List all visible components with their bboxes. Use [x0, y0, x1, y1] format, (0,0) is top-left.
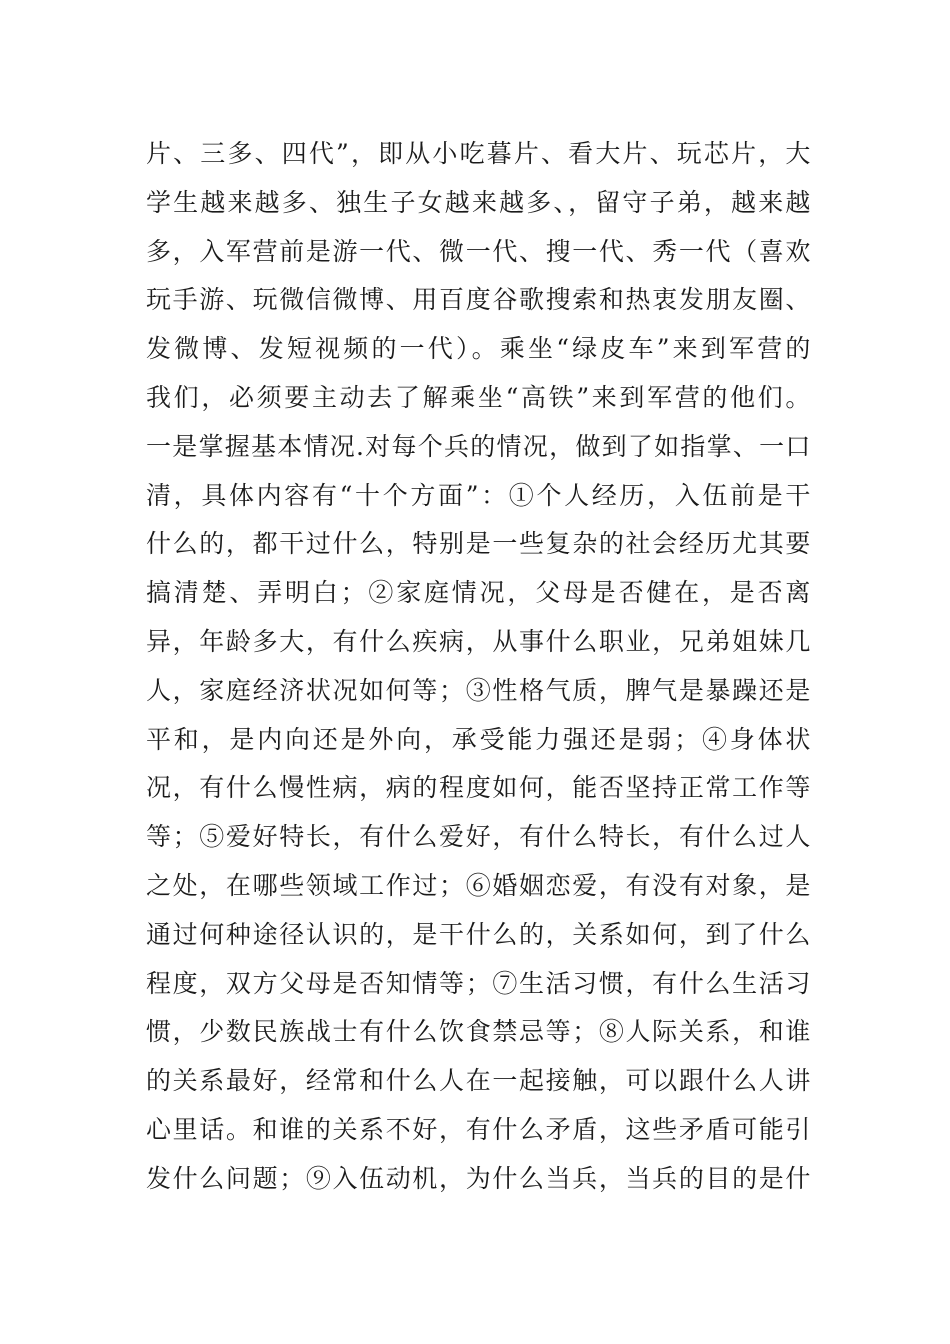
- text-line: 发什么问题；⑨入伍动机，为什么当兵，当兵的目的是什: [146, 1163, 811, 1193]
- text-line: 等；⑤爱好特长，有什么爱好，有什么特长，有什么过人: [146, 822, 811, 852]
- text-line: 片、三多、四代”，即从小吃暮片、看大片、玩芯片，大: [146, 139, 811, 168]
- text-line: 多，入军营前是游一代、微一代、搜一代、秀一代（喜欢: [146, 236, 811, 266]
- text-line: 之处，在哪些领域工作过；⑥婚姻恋爱，有没有对象，是: [146, 870, 811, 900]
- text-line: 清，具体内容有“十个方面”：①个人经历，入伍前是干: [146, 480, 811, 510]
- text-line: 惯，少数民族战士有什么饮食禁忌等；⑧人际关系，和谁: [146, 1017, 811, 1047]
- text-line: 的关系最好，经常和什么人在一起接触，可以跟什么人讲: [146, 1066, 811, 1096]
- text-line: 人，家庭经济状况如何等；③性格气质，脾气是暴躁还是: [146, 675, 811, 705]
- text-line: 况，有什么慢性病，病的程度如何，能否坚持正常工作等: [146, 773, 811, 803]
- text-line: 搞清楚、弄明白；②家庭情况，父母是否健在，是否离: [146, 578, 811, 608]
- text-line: 什么的，都干过什么，特别是一些复杂的社会经历尤其要: [146, 529, 811, 559]
- text-line: 玩手游、玩微信微博、用百度谷歌搜索和热衷发朋友圈、: [146, 285, 811, 315]
- text-line: 学生越来越多、独生子女越来越多、，留守子弟，越来越: [146, 187, 811, 217]
- body-text: [146, 130, 811, 1204]
- text-line: 我们，必须要主动去了解乘坐“高铁”来到军营的他们。: [146, 382, 811, 412]
- text-line: 一是掌握基本情况.对每个兵的情况，做到了如指掌、一口: [146, 431, 811, 461]
- text-line: 程度，双方父母是否知情等；⑦生活习惯，有什么生活习: [146, 968, 811, 998]
- text-line: 发微博、发短视频的一代）。乘坐“绿皮车”来到军营的: [146, 334, 811, 364]
- text-line: 心里话。和谁的关系不好，有什么矛盾，这些矛盾可能引: [146, 1114, 811, 1144]
- text-line: 平和，是内向还是外向，承受能力强还是弱；④身体状: [146, 724, 811, 754]
- text-line: 通过何种途径认识的，是干什么的，关系如何，到了什么: [146, 919, 811, 949]
- text-line: 异，年龄多大，有什么疾病，从事什么职业，兄弟姐妹几: [146, 626, 811, 656]
